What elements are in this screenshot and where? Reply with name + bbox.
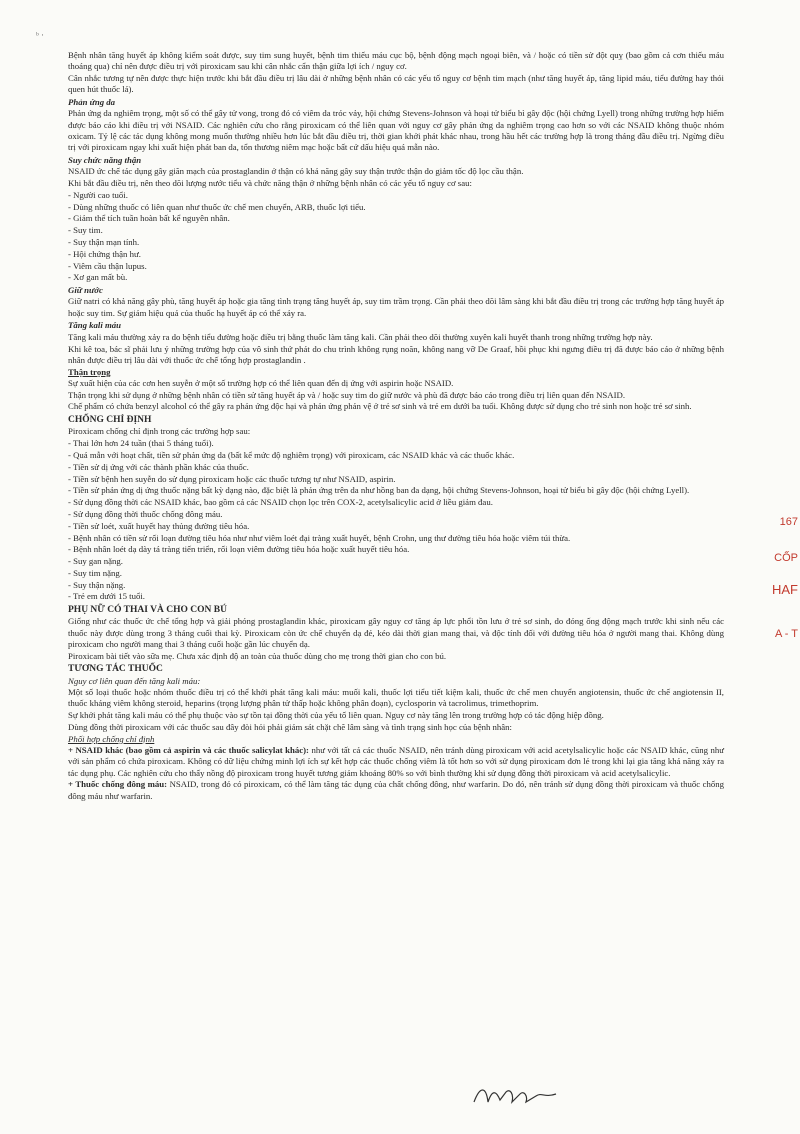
- anticoagulant-label: + Thuốc chống đông máu:: [68, 779, 168, 790]
- subsection-title-combo: Phối hợp chống chỉ định: [68, 733, 155, 744]
- paragraph-anticoagulant: [68, 779, 724, 802]
- list-item: - Viêm cầu thận lupus.: [68, 260, 147, 271]
- paragraph-skin: Phản ứng da nghiêm trọng, một số có thể gây tử vong, trong đó có viêm da tróc vảy, hội chứng Stevens-Johnson và hoại tử biểu bì gây độc (hội chứng Lyell) trong những trường hợp hiếm được báo cáo khi điều trị với NSAID. Các nghiên cứu cho rằng piroxicam có thể liên quan với nguy cơ gây phản ứng da nghiêm trọng cao hơn so với các NSAID không thuộc nhóm oxicam. Tỷ lệ các tác dụng không mong muốn thường nhiều hơn lúc bắt đầu điều trị, thời gian khởi phát khác nhau, trong hầu hết các trường hợp là trong tháng đầu điều trị. Ngừng điều trị với piroxicam ngay khi xuất hiện phát ban da, tổn thương niêm mạc hoặc bất cứ dấu hiệu quá mẫn nào.: [68, 108, 724, 153]
- paragraph-potassium: Tăng kali máu thường xảy ra do bệnh tiểu đường hoặc điều trị bằng thuốc làm tăng kali. Cần phải theo dõi thường xuyên kali huyết thanh trong những trường hợp này.: [68, 331, 653, 342]
- paragraph-risk-3: Dùng đồng thời piroxicam với các thuốc sau đây đòi hỏi phải giám sát chặt chẽ lâm sàng và tình trạng sinh học của bệnh nhân:: [68, 721, 512, 732]
- side-stamp: [770, 500, 800, 660]
- list-item: - Suy gan nặng.: [68, 556, 123, 567]
- list-item: - Tiền sử phản ứng dị ứng thuốc nặng bất kỳ dạng nào, đặc biệt là phản ứng trên da như hồng ban đa dạng, hội chứng Stevens-Johnson, hoại tử biểu bì gây độc (hội chứng Lyell).: [68, 485, 690, 496]
- paragraph-caution-1: Sự xuất hiện của các cơn hen suyễn ở một số trường hợp có thể liên quan đến dị ứng với aspirin hoặc NSAID.: [68, 377, 454, 388]
- paragraph-water: Giữ natri có khả năng gây phù, tăng huyết áp hoặc gia tăng tình trạng tăng huyết áp, suy tim trầm trọng. Cần phải theo dõi lâm sàng khi bắt đầu điều trị trong các trường hợp tăng huyết áp hoặc suy tim. Sự giảm hiệu quả của thuốc hạ huyết áp có thể xảy ra.: [68, 296, 724, 318]
- paragraph-pregnancy-1: Giống như các thuốc ức chế tổng hợp và giải phóng prostaglandin khác, piroxicam gây nguy cơ tăng áp lực phổi tồn lưu ở trẻ sơ sinh, do đóng ống động mạch trước khi sinh nếu các thuốc này được dùng trong 3 tháng cuối thai kỳ. Piroxicam còn ức chế chuyển dạ đẻ, kéo dài thời gian mang thai, và độc tính đối với đường tiêu hóa ở người mang thai. Không dùng piroxicam cho người mang thai 3 tháng cuối hoặc gần lúc chuyển dạ.: [68, 616, 724, 649]
- paragraph-caution-3: Chế phẩm có chứa benzyl alcohol có thể gây ra phản ứng độc hại và phản ứng phản vệ ở trẻ sơ sinh và trẻ em dưới ba tuổi. Không được sử dụng cho trẻ sinh non hoặc trẻ sơ sinh.: [68, 401, 692, 412]
- paragraph-risk-2: Sự khởi phát tăng kali máu có thể phụ thuộc vào sự tồn tại đồng thời của yếu tố liên quan. Nguy cơ này tăng lên trong trường hợp có tác động hiệp đồng.: [68, 710, 604, 721]
- list-item: - Suy thận mạn tính.: [68, 237, 140, 247]
- list-item: - Dùng những thuốc có liên quan như thuốc ức chế men chuyển, ARB, thuốc lợi tiểu.: [68, 201, 366, 212]
- paragraph-nsaid: [68, 745, 724, 779]
- section-title-kidney: Suy chức năng thận: [68, 154, 142, 165]
- stamp-text: HAF: [772, 582, 798, 597]
- list-item: - Thai lớn hơn 24 tuần (thai 5 tháng tuổi).: [68, 438, 214, 449]
- stamp-text: CỐP: [774, 552, 798, 564]
- list-item: - Hội chứng thận hư.: [68, 248, 141, 259]
- paragraph-caution-2: Thận trọng khi sử dụng ở những bệnh nhân có tiền sử tăng huyết áp và / hoặc suy tim do giữ nước và phù đã được báo cáo trong điều trị liên quan đến NSAID.: [68, 389, 626, 400]
- section-title-interactions: TƯƠNG TÁC THUỐC: [68, 664, 163, 675]
- subsection-title-risk: Nguy cơ liên quan đến tăng kali máu:: [68, 675, 201, 686]
- list-item: - Giảm thể tích tuần hoàn bất kể nguyên nhân.: [68, 213, 230, 224]
- section-title-potassium: Tăng kali máu: [68, 319, 121, 330]
- list-item: - Trẻ em dưới 15 tuổi.: [68, 591, 145, 602]
- paragraph-cardio-2: Cân nhắc tương tự nên được thực hiện trước khi bắt đầu điều trị lâu dài ở những bệnh nhân có các yếu tố nguy cơ bệnh tim mạch (như tăng huyết áp, tăng lipid máu, tiểu đường hay thói quen hút thuốc lá).: [68, 73, 724, 95]
- anticoagulant-text: NSAID, trong đó có piroxicam, có thể làm tăng tác dụng của chất chống đông, như warfarin. Do đó, nên tránh sử dụng đồng thời piroxicam và thuốc chống đông máu như warfarin.: [68, 779, 725, 801]
- section-title-pregnancy: PHỤ NỮ CÓ THAI VÀ CHO CON BÚ: [68, 604, 227, 615]
- paragraph-kidney-1: NSAID ức chế tác dụng gây giãn mạch của prostaglandin ở thận có khả năng gây suy thận trước thận do giảm tốc độ lọc cầu thận.: [68, 166, 524, 177]
- list-item: - Tiền sử loét, xuất huyết hay thủng đường tiêu hóa.: [68, 520, 250, 531]
- corner-mark: ᵇ ·: [36, 30, 45, 40]
- paragraph-kidney-2: Khi bắt đầu điều trị, nên theo dõi lượng nước tiểu và chức năng thận ở những bệnh nhân có các yếu tố nguy cơ sau:: [68, 178, 472, 189]
- paragraph-pregnancy-2: Piroxicam bài tiết vào sữa mẹ. Chưa xác định độ an toàn của thuốc dùng cho mẹ trong thời gian cho con bú.: [68, 650, 447, 661]
- section-title-caution: Thận trọng: [68, 366, 111, 377]
- list-item: - Quá mẫn với hoạt chất, tiền sử phản ứng da (bất kể mức độ nghiêm trọng) với piroxicam, các NSAID khác và các thuốc khác.: [68, 450, 515, 461]
- section-title-water: Giữ nước: [68, 284, 103, 295]
- section-title-contraindications: CHỐNG CHỈ ĐỊNH: [68, 414, 152, 425]
- signature-icon: [470, 1080, 560, 1112]
- list-item: - Suy tim.: [68, 225, 103, 236]
- list-item: - Xơ gan mất bù.: [68, 272, 128, 283]
- stamp-text: 167: [779, 516, 798, 528]
- nsaid-text: như với tất cả các thuốc NSAID, nên tránh dùng piroxicam với acid acetylsalicylic hoặc các NSAID khác, cũng như với sản phẩm có chứa piroxicam. Không có dữ liệu chứng minh lợi ích sự kết hợp các thuốc chống viêm là tốt hơn so với sử dụng piroxicam đơn lẻ trong khi lại gia tăng khả năng xảy ra tác dụng phụ. Các nghiên cứu cho thấy nồng độ piroxicam trong huyết tương giảm khoảng 80% so với bình thường khi sử dụng đồng thời piroxicam và acid acetylsalicylic.: [68, 745, 725, 778]
- list-item: - Người cao tuổi.: [68, 189, 128, 200]
- section-title-skin: Phản ứng da: [68, 96, 116, 107]
- list-item: - Tiền sử bệnh hen suyễn do sử dụng piroxicam hoặc các thuốc tương tự như NSAID, aspirin.: [68, 473, 396, 484]
- list-item: - Bệnh nhân loét dạ dày tá tràng tiến triển, rối loạn viêm đường tiêu hóa hoặc xuất huyết tiêu hóa.: [68, 544, 410, 555]
- nsaid-label: + NSAID khác (bao gồm cả aspirin và các thuốc salicylat khác):: [68, 745, 309, 755]
- list-item: - Sử dụng đồng thời thuốc chống đông máu.: [68, 508, 223, 519]
- paragraph-contra-intro: Piroxicam chống chỉ định trong các trường hợp sau:: [68, 426, 251, 437]
- list-item: - Suy thận nặng.: [68, 579, 126, 590]
- paragraph-fertility: Khi kê toa, bác sĩ phải lưu ý những trường hợp của vô sinh thứ phát do chu trình không rụng noãn, không nang vỡ De Graaf, hồi phục khi ngưng điều trị đã được báo cáo ở những bệnh nhân được điều trị lâu dài với thuốc ức chế tổng hợp prostaglandin .: [68, 343, 724, 365]
- document-page: [68, 50, 724, 802]
- list-item: - Bệnh nhân có tiền sử rối loạn đường tiêu hóa như như viêm loét đại tràng xuất huyết, bệnh Crohn, ung thư đường tiêu hóa hoặc viêm túi thừa.: [68, 532, 571, 543]
- paragraph-cardio-1: Bệnh nhân tăng huyết áp không kiểm soát được, suy tim sung huyết, bệnh tim thiếu máu cục bộ, bệnh động mạch ngoại biên, và / hoặc có tiền sử đột quỵ (bao gồm cả cơn thiếu máu thoáng qua) chỉ nên được điều trị với piroxicam sau khi cân nhắc cẩn thận giữa lợi ích / nguy cơ.: [68, 50, 724, 72]
- paragraph-risk-1: Một số loại thuốc hoặc nhóm thuốc điều trị có thể khởi phát tăng kali máu: muối kali, thuốc lợi tiểu tiết kiệm kali, thuốc ức chế men chuyển angiotensin, thuốc ức chế angiotensin II, thuốc kháng viêm không steroid, heparins (trọng lượng phân tử thấp hoặc không phân đoạn), cyclosporin và tacrolimus, trimethoprim.: [68, 687, 724, 709]
- list-item: - Tiền sử dị ứng với các thành phần khác của thuốc.: [68, 461, 249, 472]
- list-item: - Suy tim nặng.: [68, 567, 122, 578]
- stamp-text: A - T: [774, 628, 798, 640]
- list-item: - Sử dụng đồng thời các NSAID khác, bao gồm cả các NSAID chọn lọc trên COX-2, acetylsalicylic acid ở liều giảm đau.: [68, 497, 493, 508]
